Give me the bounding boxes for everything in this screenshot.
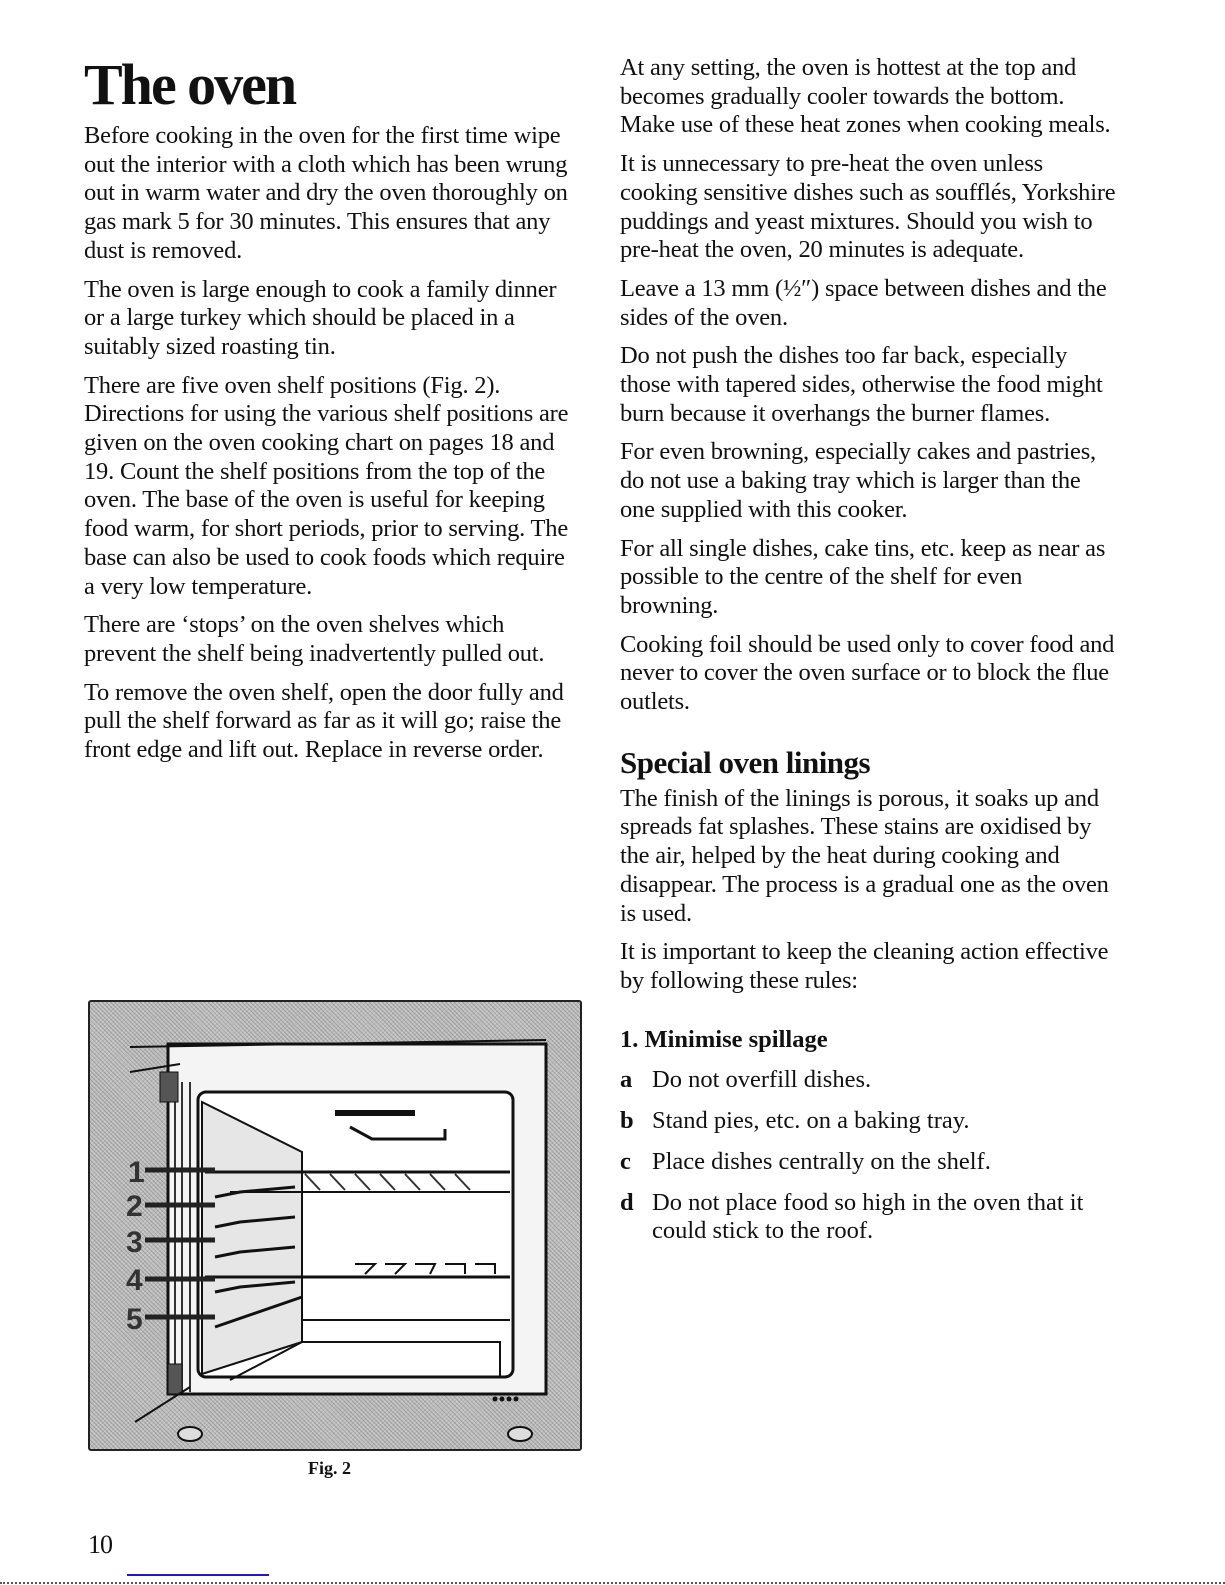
rule-letter: a bbox=[620, 1066, 633, 1094]
shelf-label-1: 1 bbox=[128, 1156, 145, 1189]
paragraph: Before cooking in the oven for the first time wipe out the interior with a cloth which has been wrung out in warm water and dry the oven thoroughly on gas mark 5 for 30 minutes. This ensures that any dust is removed. bbox=[84, 122, 568, 264]
footer-underline bbox=[127, 1574, 269, 1576]
figure-caption: Fig. 2 bbox=[308, 1458, 351, 1478]
oven-illustration bbox=[90, 1002, 580, 1449]
rule-item bbox=[620, 1107, 1120, 1136]
paragraph: The finish of the linings is porous, it soaks up and spreads fat splashes. These stains are oxidised by the air, helped by the heat during cooking and disappear. The process is a gradual one as the oven is used. bbox=[620, 784, 1109, 927]
rule-letter: d bbox=[620, 1188, 634, 1216]
rules-title: 1. Minimise spillage bbox=[620, 1025, 828, 1053]
oven-figure bbox=[88, 1000, 582, 1451]
rule-text: Do not overfill dishes. bbox=[652, 1066, 872, 1094]
right-column bbox=[620, 54, 1120, 1258]
paragraph: The oven is large enough to cook a family dinner or a large turkey which should be placed in a suitably sized roasting tin. bbox=[84, 275, 557, 360]
rule-item bbox=[620, 1066, 1120, 1095]
paragraph: Leave a 13 mm (½″) space between dishes and the sides of the oven. bbox=[620, 274, 1107, 331]
rule-item bbox=[620, 1189, 1120, 1246]
paragraph: It is important to keep the cleaning action effective by following these rules: bbox=[620, 938, 1109, 994]
section-heading: Special oven linings bbox=[620, 744, 871, 780]
rule-letter: c bbox=[620, 1147, 631, 1175]
paragraph: For even browning, especially cakes and pastries, do not use a baking tray which is larger than the one supplied with this cooker. bbox=[620, 438, 1096, 523]
page-title: The oven bbox=[84, 52, 296, 117]
left-column bbox=[84, 54, 574, 775]
rule-text: Do not place food so high in the oven that it could stick to the roof. bbox=[652, 1188, 1084, 1245]
shelf-label-2: 2 bbox=[126, 1190, 143, 1223]
rule-letter: b bbox=[620, 1107, 634, 1135]
paragraph: There are five oven shelf positions (Fig. 2). Directions for using the various shelf positions are given on the oven cooking chart on pages 18 and 19. Count the shelf positions from the top of the oven. The base of the oven is useful for keeping food warm, for short periods, prior to serving. The base can also be used to cook foods which require a very low temperature. bbox=[84, 371, 569, 600]
page-edge-divider bbox=[0, 1582, 1225, 1584]
rule-item bbox=[620, 1148, 1120, 1177]
page-number: 10 bbox=[88, 1530, 112, 1559]
rule-text: Place dishes centrally on the shelf. bbox=[652, 1147, 991, 1175]
shelf-label-4: 4 bbox=[126, 1264, 143, 1297]
paragraph: Do not push the dishes too far back, especially those with tapered sides, otherwise the food might burn because it overhangs the burner flames. bbox=[620, 342, 1103, 427]
paragraph: Cooking foil should be used only to cover food and never to cover the oven surface or to block the flue outlets. bbox=[620, 630, 1115, 716]
shelf-label-5: 5 bbox=[126, 1303, 143, 1336]
paragraph: To remove the oven shelf, open the door fully and pull the shelf forward as far as it will go; raise the front edge and lift out. Replace in reverse order. bbox=[84, 678, 564, 764]
paragraph: There are ‘stops’ on the oven shelves which prevent the shelf being inadvertently pulled out. bbox=[84, 611, 545, 667]
rule-text: Stand pies, etc. on a baking tray. bbox=[652, 1107, 970, 1135]
paragraph: It is unnecessary to pre-heat the oven unless cooking sensitive dishes such as soufflés, Yorkshire puddings and yeast mixtures. Should you wish to pre-heat the oven, 20 minutes is adequate. bbox=[620, 150, 1116, 264]
paragraph: At any setting, the oven is hottest at the top and becomes gradually cooler towards the bottom. Make use of these heat zones when cooking meals. bbox=[620, 54, 1111, 139]
paragraph: For all single dishes, cake tins, etc. keep as near as possible to the centre of the shelf for even browning. bbox=[620, 534, 1106, 619]
shelf-label-3: 3 bbox=[126, 1226, 143, 1259]
